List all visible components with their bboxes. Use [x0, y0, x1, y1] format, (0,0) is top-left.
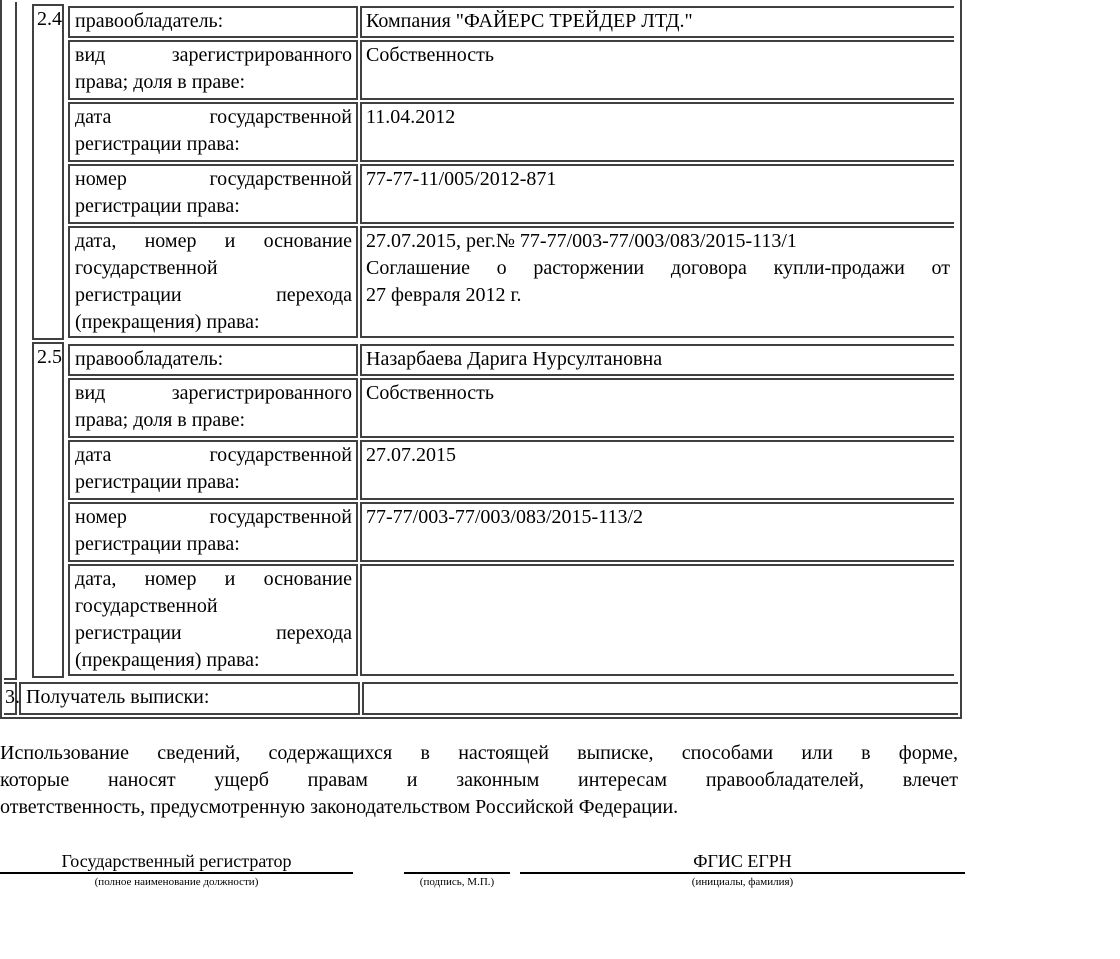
table-row — [68, 344, 954, 376]
table-row — [68, 564, 954, 676]
row-value: Назарбаева Дарига Нурсултановна — [360, 344, 954, 376]
fgis-signature-field — [520, 848, 965, 889]
row-value — [362, 682, 958, 715]
section-2-5 — [32, 342, 956, 678]
table-row — [68, 6, 954, 38]
table-row — [68, 440, 954, 500]
outer-number-cell — [4, 2, 17, 680]
section-2-row — [4, 2, 958, 680]
row-label: правообладатель: — [68, 344, 358, 376]
row-value: 11.04.2012 — [360, 102, 954, 162]
fgis-caption: (инициалы, фамилия) — [691, 876, 794, 888]
row-label: дата государственной регистрации права: — [68, 440, 358, 500]
row-value: 27.07.2015 — [360, 440, 954, 500]
row-value: Собственность — [360, 378, 954, 438]
registrar-signature-field — [0, 848, 353, 889]
stamp-line — [404, 848, 510, 874]
recipient-row — [4, 682, 958, 715]
row-label: вид зарегистрированного права; доля в праве: — [68, 40, 358, 100]
row-label: номер государственной регистрации права: — [68, 502, 358, 562]
row-label: номер государственной регистрации права: — [68, 164, 358, 224]
registrar-title: Государственный регистратор — [0, 848, 353, 874]
row-value: Собственность — [360, 40, 954, 100]
table-row — [68, 102, 954, 162]
section-number: 2.4 — [32, 4, 64, 340]
row-label: дата государственной регистрации права: — [68, 102, 358, 162]
section-2-4 — [32, 4, 956, 340]
section-2-content — [19, 2, 958, 680]
usage-notice-paragraph: Использование сведений, содержащихся в настоящей выписке, способами или в форме, которые наносят ущерб правам и законным интересам правообладателей, влечет ответственность, предусмотренную законодательством Российской Федерации. — [0, 742, 958, 818]
row-label: дата, номер и основание государственной регистрации перехода (прекращения) права: — [68, 564, 358, 676]
stamp-caption: (подпись, М.П.) — [419, 876, 495, 888]
row-value: Компания "ФАЙЕРС ТРЕЙДЕР ЛТД." — [360, 6, 954, 38]
section-2-4-fields — [66, 4, 956, 340]
stamp-signature-field — [404, 848, 510, 889]
table-row — [68, 164, 954, 224]
row-label: правообладатель: — [68, 6, 358, 38]
row-value: 77-77/003-77/003/083/2015-113/2 — [360, 502, 954, 562]
table-row — [68, 502, 954, 562]
table-row — [68, 378, 954, 438]
row-value: 77-77-11/005/2012-871 — [360, 164, 954, 224]
signature-block — [0, 848, 965, 889]
row-label: вид зарегистрированного права; доля в праве: — [68, 378, 358, 438]
fgis-name: ФГИС ЕГРН — [520, 848, 965, 874]
section-2-5-fields — [66, 342, 956, 678]
section-number: 2.5 — [32, 342, 64, 678]
row-label: дата, номер и основание государственной регистрации перехода (прекращения) права: — [68, 226, 358, 338]
row-value — [360, 564, 954, 676]
registrar-caption: (полное наименование должности) — [94, 876, 259, 888]
row-number: 3. — [4, 682, 17, 715]
row-label: Получатель выписки: — [19, 682, 360, 715]
table-row — [68, 226, 954, 338]
table-row — [68, 40, 954, 100]
row-value: 27.07.2015, рег.№ 77-77/003-77/003/083/2015-113/1 Соглашение о расторжении договора купли-продажи от 27 февраля 2012 г. — [360, 226, 954, 338]
rights-sections-table — [30, 2, 958, 680]
